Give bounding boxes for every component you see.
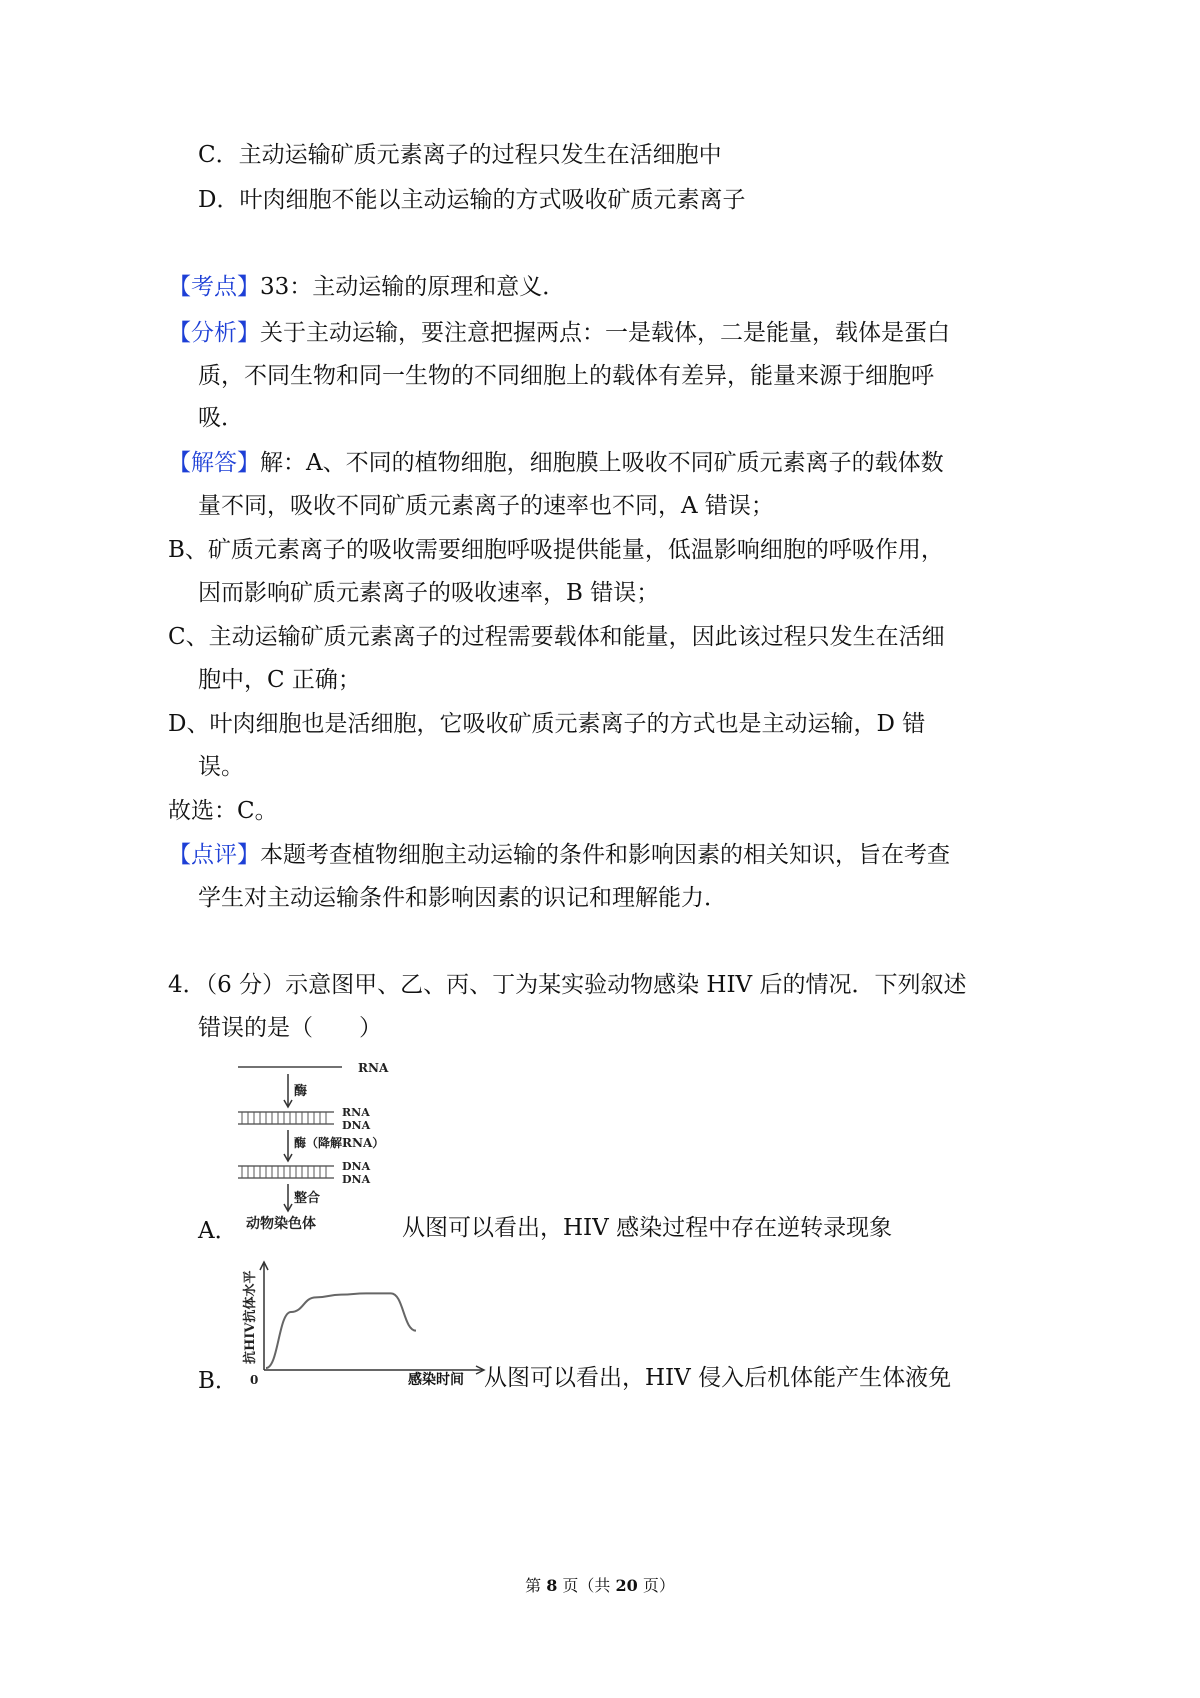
kaodian-tag: 【考点】 — [168, 274, 260, 300]
page-footer: 第 8 页（共 20 页） — [525, 1576, 675, 1595]
page-total: 20 — [615, 1576, 638, 1595]
option-d: D．叶肉细胞不能以主动运输的方式吸收矿质元素离子 — [198, 187, 746, 213]
antibody-curve — [266, 1293, 416, 1368]
dianping-line-1 — [168, 840, 950, 870]
jieda-line-2: 量不同，吸收不同矿质元素离子的速率也不同，A 错误； — [198, 493, 774, 519]
y-axis-label: 抗HIV抗体水平 — [243, 1270, 258, 1364]
enzyme-label-2: 酶（降解RNA） — [294, 1136, 385, 1150]
jieda-line-1 — [168, 448, 944, 478]
jieda-c-line-1: C、主动运输矿质元素离子的过程需要载体和能量，因此该过程只发生在活细 — [168, 624, 945, 650]
enzyme-label-1: 酶 — [294, 1084, 308, 1099]
x-axis-label: 感染时间 — [408, 1372, 464, 1388]
dianping-tag: 【点评】 — [168, 842, 260, 868]
option-b-label: B． — [198, 1368, 238, 1394]
fenxi-line-1 — [168, 318, 950, 348]
jieda-c-line-2: 胞中，C 正确； — [198, 667, 361, 693]
page-number: 8 — [546, 1576, 558, 1595]
fenxi-line-2: 质，不同生物和同一生物的不同细胞上的载体有差异，能量来源于细胞呼 — [198, 363, 934, 389]
fenxi-text-1: 关于主动运输，要注意把握两点：一是载体，二是能量，载体是蛋白 — [260, 320, 950, 346]
option-c: C．主动运输矿质元素离子的过程只发生在活细胞中 — [198, 142, 722, 168]
dianping-text-1: 本题考查植物细胞主动运输的条件和影响因素的相关知识，旨在考查 — [260, 842, 950, 868]
integrate-label: 整合 — [294, 1191, 321, 1206]
jieda-text-1: 解：A、不同的植物细胞，细胞膜上吸收不同矿质元素离子的载体数 — [260, 450, 944, 476]
dna-label-3: DNA — [342, 1173, 371, 1186]
fenxi-line-3: 吸． — [198, 405, 244, 431]
jieda-b-line-1: B、矿质元素离子的吸收需要细胞呼吸提供能量，低温影响细胞的呼吸作用， — [168, 537, 944, 563]
dna-label-2: DNA — [342, 1160, 371, 1173]
fenxi-tag: 【分析】 — [168, 320, 260, 346]
question-4-stem-1: 4．（6 分）示意图甲、乙、丙、丁为某实验动物感染 HIV 后的情况．下列叙述 — [168, 972, 967, 998]
reverse-transcription-diagram — [230, 1050, 410, 1232]
kaodian-text: 33：主动运输的原理和意义． — [260, 274, 566, 300]
option-a-label: A． — [198, 1218, 238, 1244]
origin-label: 0 — [250, 1373, 259, 1387]
dna-double-strand — [238, 1166, 334, 1178]
rna-dna-hybrid — [238, 1112, 334, 1124]
option-b-text: 从图可以看出，HIV 侵入后机体能产生体液免 — [484, 1365, 952, 1391]
answer-line: 故选：C。 — [168, 798, 278, 824]
dianping-line-2: 学生对主动运输条件和影响因素的识记和理解能力． — [198, 885, 727, 911]
chromosome-label: 动物染色体 — [246, 1216, 316, 1232]
rna-label-2: RNA — [342, 1106, 370, 1119]
jieda-tag: 【解答】 — [168, 450, 260, 476]
jieda-d-line-1: D、叶肉细胞也是活细胞，它吸收矿质元素离子的方式也是主动运输，D 错 — [168, 711, 926, 737]
rna-label: RNA — [358, 1061, 389, 1075]
kaodian-line — [168, 272, 565, 302]
option-a-text: 从图可以看出，HIV 感染过程中存在逆转录现象 — [402, 1215, 893, 1241]
jieda-d-line-2: 误。 — [198, 754, 244, 780]
question-4-stem-2: 错误的是（ ） — [198, 1015, 382, 1041]
dna-label-1: DNA — [342, 1119, 371, 1132]
jieda-b-line-2: 因而影响矿质元素离子的吸收速率，B 错误； — [198, 580, 660, 606]
